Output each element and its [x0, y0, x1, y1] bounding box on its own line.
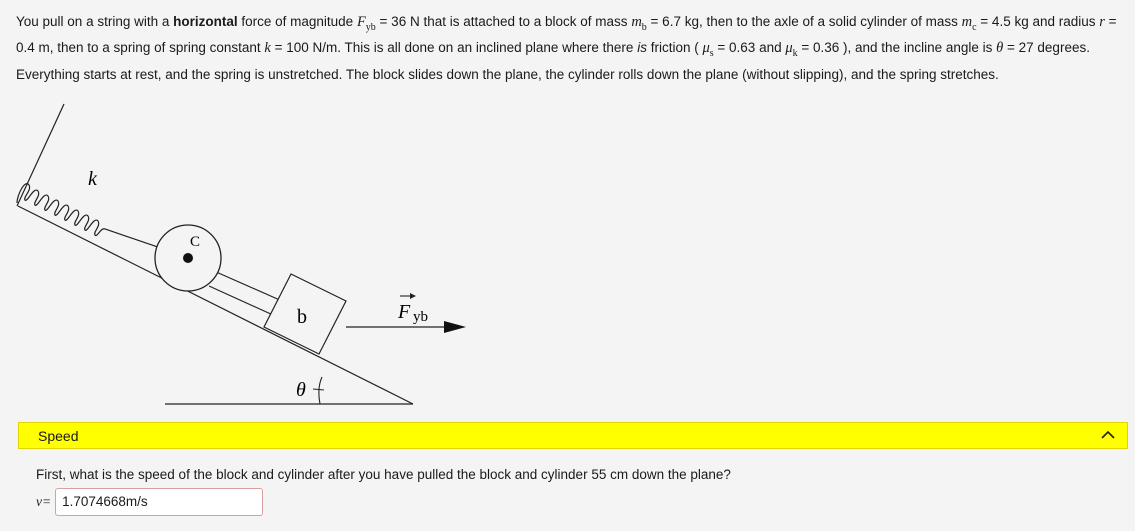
problem-text: = 4.5 kg and radius: [976, 14, 1100, 29]
problem-emphasis: horizontal: [173, 14, 238, 29]
problem-emphasis: is: [637, 40, 647, 56]
incline-surface: [18, 206, 413, 404]
problem-text: You pull on a string with a: [16, 14, 174, 29]
problem-text: force of magnitude: [237, 14, 357, 29]
cylinder-mass-symbol: $m_c$: [961, 14, 977, 33]
static-friction-symbol: $\mu_s$: [702, 40, 714, 60]
cylinder-axle: [183, 253, 193, 263]
force-label-subscript: yb: [413, 309, 428, 325]
problem-statement: [16, 12, 1126, 85]
force-label: F: [398, 301, 411, 323]
question-text: First, what is the speed of the block and cylinder after you have pulled the block and cylinder 55 cm down the plane?: [36, 467, 731, 482]
force-symbol: $F_{yb}$: [356, 14, 376, 33]
incline-diagram: [0, 96, 520, 416]
force-arrowhead: [444, 321, 466, 333]
angle-tick: [313, 389, 324, 390]
block-mass-symbol: $m_b$: [631, 14, 647, 33]
block-label: b: [297, 306, 307, 328]
chevron-up-icon[interactable]: [1099, 426, 1117, 444]
cylinder-label: C: [190, 234, 201, 250]
angle-symbol: θ: [996, 40, 1004, 57]
kinetic-friction-symbol: $\mu_k$: [785, 40, 798, 60]
angle-label: θ: [296, 379, 306, 401]
vector-arrowhead-icon: [410, 293, 416, 299]
problem-text: = 100 N/m. This is all done on an inclined plane where there: [270, 40, 638, 56]
problem-text: = 0.4 m, then to a spring of spring constant: [16, 14, 1117, 56]
problem-text: = 0.63 and: [713, 40, 786, 56]
section-title: Speed: [38, 428, 79, 444]
problem-text: = 6.7 kg, then to the axle of a solid cylinder of mass: [646, 14, 962, 29]
problem-text: = 0.36 ), and the incline angle is: [797, 40, 997, 56]
problem-text: = 36 N that is attached to a block of mass: [375, 14, 632, 29]
spring-constant-symbol: k: [264, 40, 271, 57]
section-header-speed[interactable]: [18, 422, 1128, 449]
problem-text: = 27 degrees. Everything starts at rest, and the spring is unstretched. The block slides down the plane, the cylinder rolls down the plane (without slipping), and the spring stretches.: [16, 40, 1090, 82]
answer-input[interactable]: 1.7074668m/s: [55, 488, 263, 516]
angle-arc: [319, 377, 322, 404]
wall-line: [17, 104, 64, 206]
answer-label: v=: [36, 494, 52, 509]
problem-text: friction (: [646, 40, 703, 56]
radius-symbol: r: [1099, 14, 1105, 30]
spring-label: k: [88, 168, 97, 190]
answer-row: [36, 487, 263, 517]
